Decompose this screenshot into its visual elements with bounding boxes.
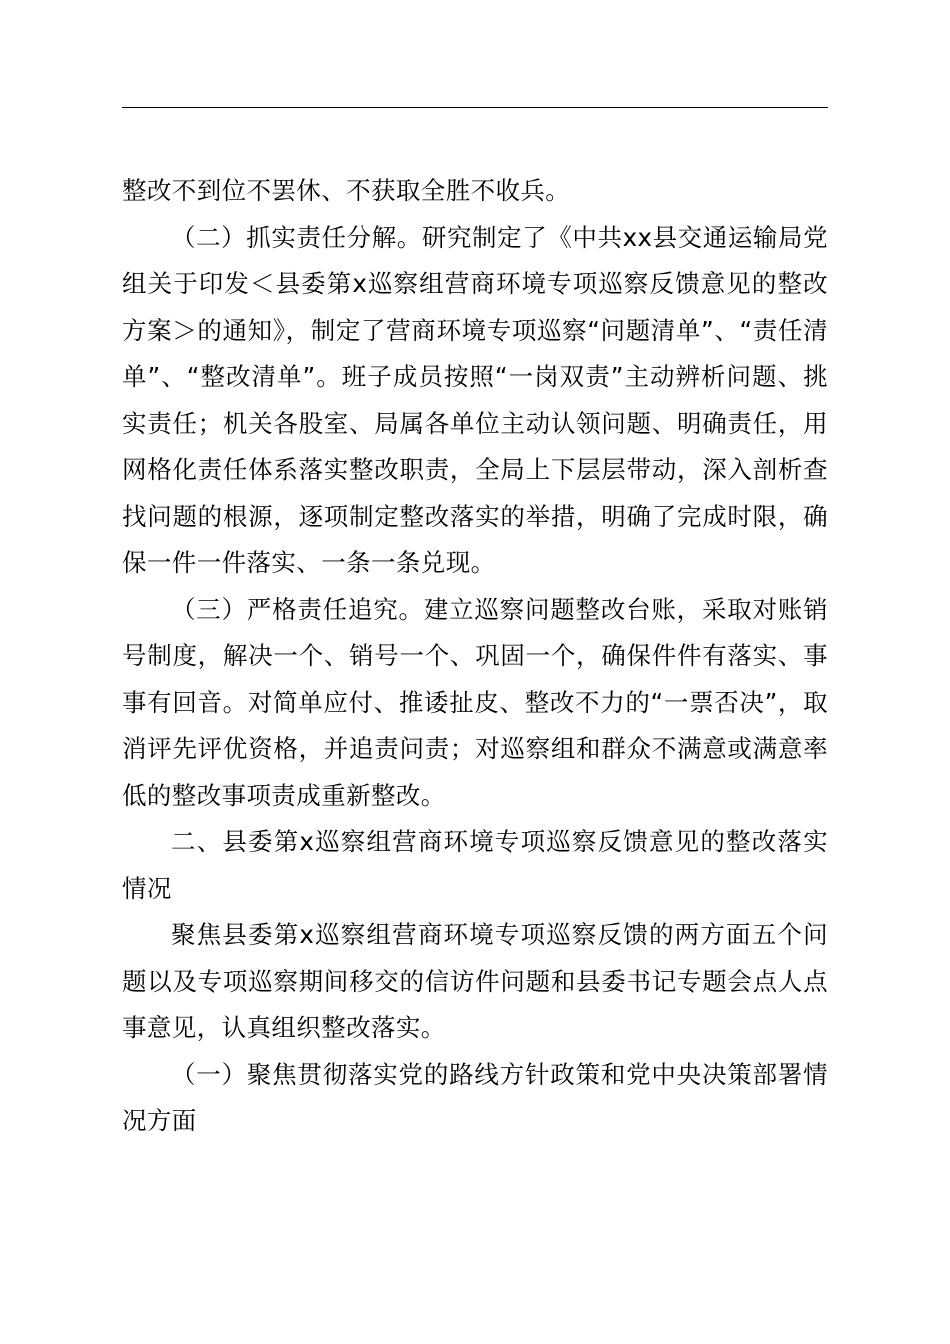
paragraph-responsibility-breakdown: （二）抓实责任分解。研究制定了《中共xx县交通运输局党组关于印发＜县委第x巡察组营商环境专项巡察反馈意见的整改方案＞的通知》，制定了营商环境专项巡察“问题清单”、“责任清单”、“整改清单”。班子成员按照“一岗双责”主动辨析问题、挑实责任；机关各股室、局属各单位主动认领问题、明确责任，用网格化责任体系落实整改职责，全局上下层层带动，深入剖析查找问题的根源，逐项制定整改落实的举措，明确了完成时限，确保一件一件落实、一条一条兑现。: [122, 222, 828, 577]
paragraph-continuation: 整改不到位不罢休、不获取全胜不收兵。: [122, 176, 571, 205]
subsection-heading-policy-implementation: （一）聚焦贯彻落实党的路线方针政策和党中央决策部署情况方面: [122, 1059, 828, 1135]
paragraph-focus-issues: 聚焦县委第x巡察组营商环境专项巡察反馈的两方面五个问题以及专项巡察期间移交的信访件问题和县委书记专题会点人点事意见，认真组织整改落实。: [122, 920, 828, 1042]
paragraph-accountability: （三）严格责任追究。建立巡察问题整改台账，采取对账销号制度，解决一个、销号一个、巩固一个，确保件件有落实、事事有回音。对简单应付、推诿扯皮、整改不力的“一票否决”，取消评先评优资格，并追责问责；对巡察组和群众不满意或满意率低的整改事项责成重新整改。: [122, 594, 828, 810]
section-heading-rectification-status: 二、县委第x巡察组营商环境专项巡察反馈意见的整改落实情况: [122, 827, 828, 903]
header-rule: [122, 107, 828, 108]
document-body: [122, 168, 828, 1145]
